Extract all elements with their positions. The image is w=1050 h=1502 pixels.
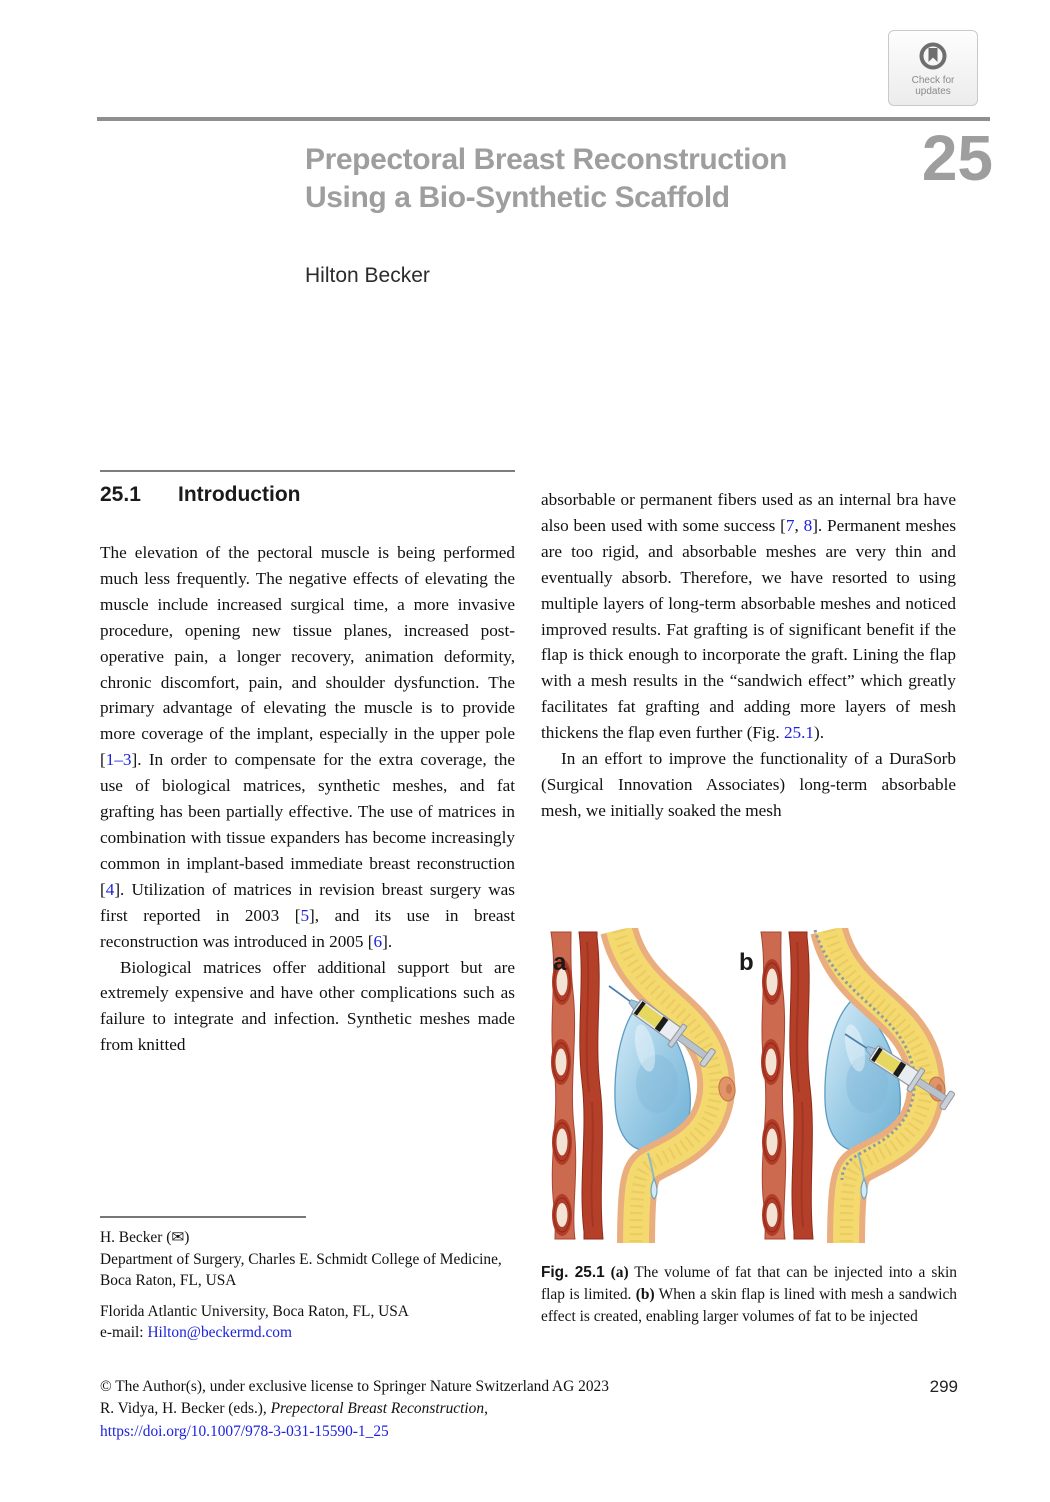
reference-link[interactable]: 25.1	[783, 723, 815, 743]
reference-link[interactable]: 6	[373, 931, 383, 951]
footnote-rule	[100, 1216, 306, 1218]
author-name: Hilton Becker	[305, 264, 430, 287]
section-number: 25.1	[100, 483, 141, 506]
figure-panel-b	[761, 930, 957, 1243]
body-paragraph: In an effort to improve the functionality of a DuraSorb (Surgical Innovation Associates) long-term absorbable mesh, we initially soaked the mesh	[541, 749, 956, 820]
footer-editors: R. Vidya, H. Becker (eds.), Prepectoral Breast Reconstruction,	[100, 1400, 488, 1418]
section-rule	[100, 470, 515, 472]
figure-caption: Fig. 25.1 (a) The volume of fat that can be injected into a skin flap is limited. (b) When a skin flap is lined with mesh a sandwich effect is created, enabling larger volumes of fat to be injected	[541, 1264, 958, 1325]
footnote-affiliation-2: Florida Atlantic University, Boca Raton, FL, USA	[100, 1302, 409, 1320]
badge-label: Check for updates	[911, 74, 955, 97]
chapter-title-line1: Prepectoral Breast Reconstruction	[305, 143, 787, 176]
reference-link[interactable]: 7	[785, 515, 795, 535]
envelope-icon: ✉	[171, 1229, 185, 1246]
right-column	[541, 487, 956, 824]
reference-link[interactable]: 5	[300, 905, 310, 925]
chapter-title	[305, 141, 905, 217]
reference-link[interactable]: https://doi.org/10.1007/978-3-031-15590-1_25	[100, 1422, 389, 1440]
left-column	[100, 470, 515, 1058]
footer-doi	[100, 1421, 960, 1443]
footnote-affiliation-1: Department of Surgery, Charles E. Schmidt College of Medicine, Boca Raton, FL, USA	[100, 1250, 502, 1290]
check-for-updates-icon	[917, 40, 949, 72]
figure-25-1	[541, 928, 957, 1243]
reference-link[interactable]: Hilton@beckermd.com	[147, 1324, 292, 1342]
author-footnote	[100, 1216, 515, 1344]
header-rule	[97, 117, 990, 121]
body-paragraph: The elevation of the pectoral muscle is being performed much less frequently. The negative effects of elevating the muscle include increased surgical time, a more invasive procedure, opening new tissue planes, increased post-operative pain, a longer recovery, animation deformity, chronic discomfort, pain, and shoulder dysfunction. The primary advantage of elevating the muscle is to provide more coverage of the implant, especially in the upper pole [1–3]. In order to compensate for the extra coverage, the use of biological matrices, synthetic meshes, and fat grafting has been partially effective. The use of matrices in combination with tissue expanders has become increasingly common in implant-based immediate breast reconstruction [4]. Utilization of matrices in revision breast surgery was first reported in 2003 [5], and its use in breast reconstruction was introduced in 2005 [6].	[100, 543, 515, 951]
chapter-title-line2: Using a Bio-Synthetic Scaffold	[305, 181, 730, 214]
body-paragraph: Biological matrices offer additional support but are extremely expensive and have other complications such as failure to integrate and infection. Synthetic meshes made from knitted	[100, 957, 515, 1055]
page-number: 299	[929, 1377, 958, 1396]
bookmark-icon	[929, 48, 938, 62]
footnote-author: H. Becker (✉)	[100, 1229, 190, 1246]
figure-panel-a	[551, 930, 737, 1243]
panel-a-label: a	[553, 949, 567, 976]
footer-imprint	[100, 1376, 960, 1443]
reference-link[interactable]: 8	[803, 515, 813, 535]
body-paragraph: absorbable or permanent fibers used as an internal bra have also been used with some success [7, 8]. Permanent meshes are too rigid, and absorbable meshes are very thin and eventually absorb. Therefore, we have resorted to using multiple layers of long-term absorbable meshes and noticed improved results. Fat grafting is of significant benefit if the flap is thick enough to incorporate the graft. Lining the flap with a mesh results in the “sandwich effect” which greatly facilitates fat grafting and adding more layers of mesh thickens the flap even further (Fig. 25.1).	[541, 490, 957, 743]
footer-copyright: © The Author(s), under exclusive license to Springer Nature Switzerland AG 2023	[100, 1378, 609, 1395]
chapter-number: 25	[921, 122, 993, 194]
reference-link[interactable]: 4	[105, 879, 115, 899]
reference-link[interactable]: 1–3	[105, 750, 132, 770]
panel-b-label: b	[739, 949, 754, 976]
section-title: Introduction	[178, 483, 301, 506]
section-heading	[100, 482, 515, 508]
check-for-updates-badge[interactable]	[888, 30, 978, 106]
footnote-email: e-mail: Hilton@beckermd.com	[100, 1324, 292, 1342]
figure-25-1-illustration	[541, 928, 957, 1243]
